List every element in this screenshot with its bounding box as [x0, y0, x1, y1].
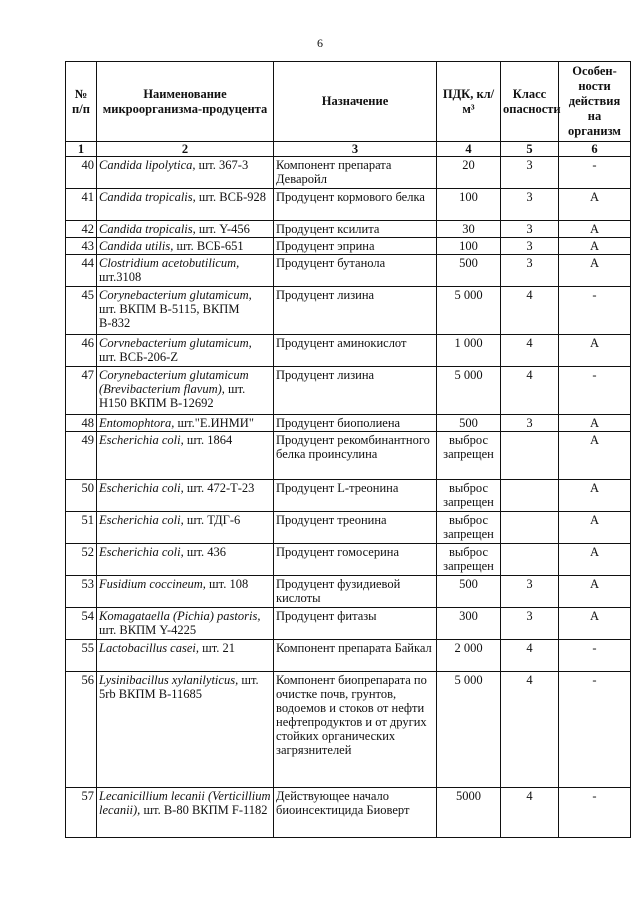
purpose-cell: Продуцент аминокислот — [274, 335, 437, 367]
organism-name — [97, 367, 274, 415]
effect-cell: А — [559, 576, 631, 608]
strain-designation: шт. Y-456 — [195, 222, 250, 236]
hazard-class-cell: 4 — [501, 335, 559, 367]
organism-name — [97, 287, 274, 335]
purpose-cell: Продуцент лизина — [274, 287, 437, 335]
organism-name — [97, 335, 274, 367]
effect-cell: - — [559, 157, 631, 189]
strain-designation: шт. В-80 ВКПМ F-1182 — [140, 803, 268, 817]
organism-latin-name: Candida utilis, — [99, 239, 174, 253]
header-num: № п/п — [66, 62, 97, 142]
organism-latin-name: Candida tropicalis, — [99, 222, 196, 236]
table-row — [66, 367, 631, 415]
table-row — [66, 189, 631, 221]
header-effect: Особен-ности действия на организм — [559, 62, 631, 142]
purpose-cell: Продуцент гомосерина — [274, 544, 437, 576]
table-body — [66, 157, 631, 838]
pdk-cell: выброс запрещен — [437, 512, 501, 544]
hazard-class-cell: 3 — [501, 415, 559, 432]
organism-name — [97, 576, 274, 608]
table-row — [66, 221, 631, 238]
strain-designation: шт. ВСБ-928 — [195, 190, 267, 204]
effect-cell: А — [559, 608, 631, 640]
organism-latin-name: Escherichia coli, — [99, 481, 184, 495]
organism-name — [97, 415, 274, 432]
table-row — [66, 672, 631, 788]
hazard-class-cell — [501, 544, 559, 576]
effect-cell: А — [559, 335, 631, 367]
column-number: 6 — [559, 142, 631, 157]
hazard-class-cell: 3 — [501, 255, 559, 287]
row-number: 51 — [66, 512, 97, 544]
organism-latin-name: Entomophtora, — [99, 416, 175, 430]
hazard-class-cell: 4 — [501, 287, 559, 335]
column-number: 3 — [274, 142, 437, 157]
strain-designation: шт. 367-3 — [195, 158, 249, 172]
effect-cell: А — [559, 238, 631, 255]
row-number: 52 — [66, 544, 97, 576]
organism-latin-name: Corvnebacterium glutamicum, — [99, 336, 252, 350]
organism-latin-name: Candida tropicalis, — [99, 190, 196, 204]
effect-cell: А — [559, 544, 631, 576]
table-row — [66, 640, 631, 672]
pdk-cell: 5000 — [437, 788, 501, 838]
row-number: 55 — [66, 640, 97, 672]
strain-designation: шт. ВКПМ В-5115, ВКПМ В-832 — [99, 302, 240, 330]
header-class: Класс опасности — [501, 62, 559, 142]
table-row — [66, 512, 631, 544]
purpose-cell: Продуцент L-треонина — [274, 480, 437, 512]
purpose-cell: Продуцент кормового белка — [274, 189, 437, 221]
effect-cell: А — [559, 432, 631, 480]
hazard-class-cell: 3 — [501, 189, 559, 221]
purpose-cell: Продуцент рекомбинантного белка проинсулина — [274, 432, 437, 480]
row-number: 49 — [66, 432, 97, 480]
pdk-cell: 5 000 — [437, 672, 501, 788]
table-row — [66, 415, 631, 432]
organism-latin-name: Escherichia coli, — [99, 513, 184, 527]
strain-designation: шт. ВСБ-651 — [173, 239, 244, 253]
organism-latin-name: Fusidium coccineum, — [99, 577, 206, 591]
strain-designation: шт. Н150 ВКПМ В-12692 — [99, 382, 246, 410]
organism-name — [97, 157, 274, 189]
table-row — [66, 287, 631, 335]
pdk-cell: 1 000 — [437, 335, 501, 367]
row-number: 57 — [66, 788, 97, 838]
purpose-cell: Продуцент треонина — [274, 512, 437, 544]
effect-cell: А — [559, 480, 631, 512]
strain-designation: шт. ВСБ-206-Z — [99, 350, 178, 364]
row-number: 42 — [66, 221, 97, 238]
pdk-cell: выброс запрещен — [437, 480, 501, 512]
purpose-cell: Компонент биопрепарата по очистке почв, грунтов, водоемов и стоков от нефти нефтепродуктов и от других стойких органических загрязнителей — [274, 672, 437, 788]
effect-cell: А — [559, 415, 631, 432]
organism-name — [97, 608, 274, 640]
organism-name — [97, 672, 274, 788]
organism-latin-name: Escherichia coli, — [99, 545, 184, 559]
effect-cell: - — [559, 287, 631, 335]
organism-name — [97, 189, 274, 221]
column-number: 2 — [97, 142, 274, 157]
row-number: 45 — [66, 287, 97, 335]
table-row — [66, 238, 631, 255]
purpose-cell: Продуцент фитазы — [274, 608, 437, 640]
row-number: 54 — [66, 608, 97, 640]
row-number: 56 — [66, 672, 97, 788]
row-number: 50 — [66, 480, 97, 512]
row-number: 53 — [66, 576, 97, 608]
strain-designation: шт. 472-Т-23 — [183, 481, 255, 495]
effect-cell: А — [559, 512, 631, 544]
organism-name — [97, 544, 274, 576]
strain-designation: шт.3108 — [99, 270, 142, 284]
hazard-class-cell: 3 — [501, 238, 559, 255]
table-row — [66, 480, 631, 512]
pdk-cell: 5 000 — [437, 367, 501, 415]
microorganism-table — [65, 61, 631, 838]
strain-designation: шт. 5rb ВКПМ В-11685 — [99, 673, 259, 701]
pdk-cell: 300 — [437, 608, 501, 640]
effect-cell: А — [559, 189, 631, 221]
organism-name — [97, 788, 274, 838]
header-name: Наименование микроорганизма-продуцента — [97, 62, 274, 142]
table-row — [66, 608, 631, 640]
row-number: 44 — [66, 255, 97, 287]
effect-cell: А — [559, 255, 631, 287]
organism-latin-name: Candida lipolytica, — [99, 158, 196, 172]
purpose-cell: Продуцент лизина — [274, 367, 437, 415]
hazard-class-cell: 3 — [501, 157, 559, 189]
row-number: 47 — [66, 367, 97, 415]
pdk-cell: 100 — [437, 238, 501, 255]
hazard-class-cell: 3 — [501, 608, 559, 640]
purpose-cell: Продуцент ксилита — [274, 221, 437, 238]
purpose-cell: Продуцент эприна — [274, 238, 437, 255]
strain-designation: шт. 1864 — [183, 433, 233, 447]
pdk-cell: 30 — [437, 221, 501, 238]
purpose-cell: Компонент препарата Байкал — [274, 640, 437, 672]
row-number: 48 — [66, 415, 97, 432]
hazard-class-cell: 4 — [501, 640, 559, 672]
column-number: 4 — [437, 142, 501, 157]
organism-latin-name: Lecanicillium lecanii (Verticillium lecanii), — [99, 789, 271, 817]
effect-cell: - — [559, 640, 631, 672]
table-header-row — [66, 62, 631, 142]
pdk-cell: выброс запрещен — [437, 544, 501, 576]
effect-cell: - — [559, 367, 631, 415]
hazard-class-cell: 3 — [501, 221, 559, 238]
organism-latin-name: Corynebacterium glutamicum, — [99, 288, 252, 302]
header-purpose: Назначение — [274, 62, 437, 142]
pdk-cell: 20 — [437, 157, 501, 189]
pdk-cell: 2 000 — [437, 640, 501, 672]
organism-latin-name: Komagataella (Pichia) pastoris, — [99, 609, 261, 623]
organism-name — [97, 640, 274, 672]
pdk-cell: 500 — [437, 576, 501, 608]
purpose-cell: Компонент препарата Деваройл — [274, 157, 437, 189]
column-number: 5 — [501, 142, 559, 157]
header-pdk: ПДК, кл/м³ — [437, 62, 501, 142]
pdk-cell: 5 000 — [437, 287, 501, 335]
table-row — [66, 432, 631, 480]
pdk-cell: 100 — [437, 189, 501, 221]
strain-designation: шт. 108 — [205, 577, 249, 591]
purpose-cell: Продуцент фузидиевой кислоты — [274, 576, 437, 608]
hazard-class-cell: 4 — [501, 788, 559, 838]
pdk-cell: выброс запрещен — [437, 432, 501, 480]
strain-designation: шт. 436 — [183, 545, 226, 559]
strain-designation: шт."Е.ИНМИ" — [174, 416, 254, 430]
table-row — [66, 576, 631, 608]
organism-name — [97, 238, 274, 255]
effect-cell: - — [559, 672, 631, 788]
organism-latin-name: Lactobacillus casei, — [99, 641, 199, 655]
organism-name — [97, 255, 274, 287]
row-number: 41 — [66, 189, 97, 221]
organism-latin-name: Corynebacterium glutamicum (Brevibacterium flavum), — [99, 368, 249, 396]
purpose-cell: Продуцент биополиена — [274, 415, 437, 432]
strain-designation: шт. ВКПМ Y-4225 — [99, 623, 197, 637]
pdk-cell: 500 — [437, 415, 501, 432]
strain-designation: шт. ТДГ-6 — [183, 513, 241, 527]
hazard-class-cell: 3 — [501, 576, 559, 608]
table-row — [66, 255, 631, 287]
row-number: 46 — [66, 335, 97, 367]
table-row — [66, 544, 631, 576]
row-number: 43 — [66, 238, 97, 255]
hazard-class-cell: 4 — [501, 367, 559, 415]
column-number: 1 — [66, 142, 97, 157]
row-number: 40 — [66, 157, 97, 189]
table-row — [66, 157, 631, 189]
hazard-class-cell — [501, 432, 559, 480]
page-number: 6 — [317, 36, 323, 50]
table-row — [66, 788, 631, 838]
organism-name — [97, 221, 274, 238]
purpose-cell: Действующее начало биоинсектицида Биоверт — [274, 788, 437, 838]
effect-cell: - — [559, 788, 631, 838]
hazard-class-cell — [501, 480, 559, 512]
pdk-cell: 500 — [437, 255, 501, 287]
purpose-cell: Продуцент бутанола — [274, 255, 437, 287]
organism-latin-name: Clostridium acetobutilicum, — [99, 256, 240, 270]
table-row — [66, 335, 631, 367]
hazard-class-cell — [501, 512, 559, 544]
column-number-row — [66, 142, 631, 157]
organism-name — [97, 480, 274, 512]
strain-designation: шт. 21 — [199, 641, 236, 655]
organism-name — [97, 432, 274, 480]
effect-cell: А — [559, 221, 631, 238]
organism-name — [97, 512, 274, 544]
organism-latin-name: Escherichia coli, — [99, 433, 184, 447]
organism-latin-name: Lysinibacillus xylanilyticus, — [99, 673, 239, 687]
hazard-class-cell: 4 — [501, 672, 559, 788]
